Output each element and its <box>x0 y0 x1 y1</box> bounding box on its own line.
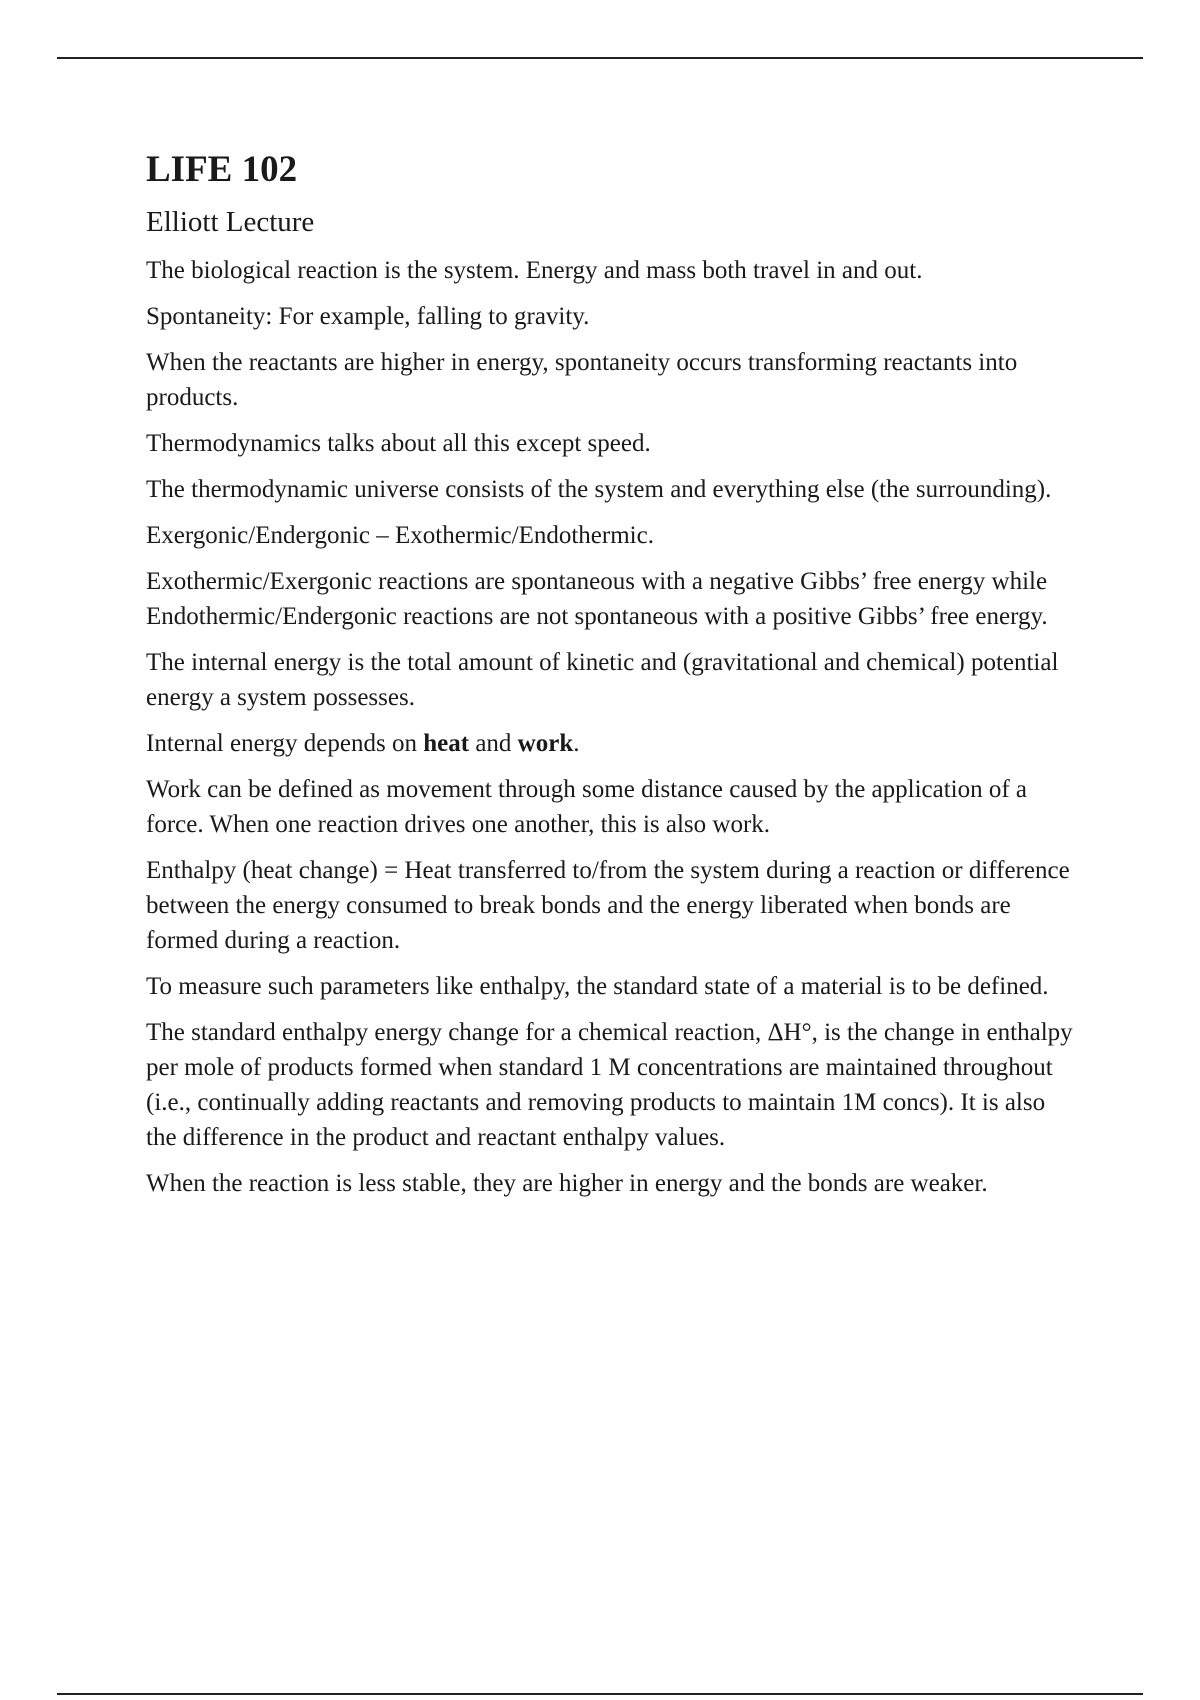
paragraph-stability: When the reaction is less stable, they are higher in energy and the bonds are weaker. <box>146 1170 988 1197</box>
document-title: LIFE 102 <box>146 149 298 190</box>
paragraph-spontaneity: Spontaneity: For example, falling to gravity. <box>146 303 590 330</box>
heat-term: heat <box>423 730 470 757</box>
paragraph-system: The biological reaction is the system. Energy and mass both travel in and out. <box>146 257 923 284</box>
header-rule <box>57 57 1143 59</box>
work-term: work <box>517 730 574 757</box>
paragraph-exergonic: Exergonic/Endergonic – Exothermic/Endothermic. <box>146 522 654 549</box>
heat-work-suffix: . <box>573 730 580 757</box>
heat-work-and: and <box>469 730 518 757</box>
paragraph-standard-state: To measure such parameters like enthalpy, the standard state of a material is to be defined. <box>146 973 1049 1000</box>
paragraph-reactants: When the reactants are higher in energy, spontaneity occurs transforming reactants into products. <box>146 349 1018 411</box>
document-subtitle: Elliott Lecture <box>146 206 315 238</box>
paragraph-heat-work <box>146 726 1076 761</box>
document-body <box>146 146 1076 1201</box>
paragraph-gibbs: Exothermic/Exergonic reactions are spontaneous with a negative Gibbs’ free energy while Endothermic/Endergonic reactions are not spontaneous with a positive Gibbs’ free energy. <box>146 568 1048 630</box>
footer-rule <box>57 1693 1143 1695</box>
paragraph-internal-energy-def: The internal energy is the total amount of kinetic and (gravitational and chemical) potential energy a system possesses. <box>146 649 1059 711</box>
paragraph-enthalpy: Enthalpy (heat change) = Heat transferred to/from the system during a reaction or difference between the energy consumed to break bonds and the energy liberated when bonds are formed during a reaction. <box>146 857 1070 954</box>
heat-work-prefix: Internal energy depends on <box>146 730 424 757</box>
paragraph-thermodynamics: Thermodynamics talks about all this except speed. <box>146 430 651 457</box>
paragraph-universe: The thermodynamic universe consists of the system and everything else (the surrounding). <box>146 476 1052 503</box>
paragraph-standard-enthalpy: The standard enthalpy energy change for a chemical reaction, ΔH°, is the change in enthalpy per mole of products formed when standard 1 M concentrations are maintained throughout (i.e., continually adding reactants and removing products to maintain 1M concs). It is also the difference in the product and reactant enthalpy values. <box>146 1019 1073 1151</box>
paragraph-work: Work can be defined as movement through some distance caused by the application of a force. When one reaction drives one another, this is also work. <box>146 776 1028 838</box>
